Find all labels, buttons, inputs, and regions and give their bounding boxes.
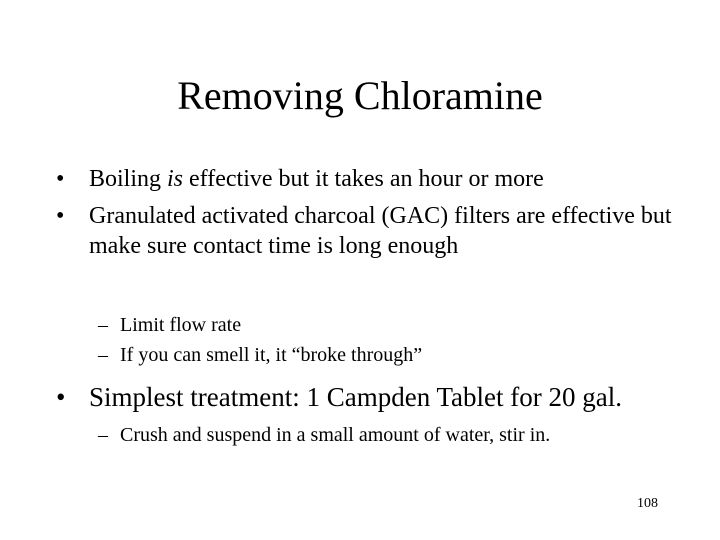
sub-bullet-text: If you can smell it, it “broke through” (120, 344, 423, 366)
page-number: 108 (637, 496, 658, 511)
bullet-text-emphasis: is (167, 166, 184, 192)
bullet-text: Granulated activated charcoal (GAC) filters are effective but make sure contact time is long enough (89, 203, 672, 259)
sub-bullet-text: Limit flow rate (120, 314, 242, 336)
bullet-marker: • (56, 166, 65, 192)
bullet-simplest-treatment (56, 381, 676, 413)
bullet-text (56, 164, 676, 194)
bullet-boiling (56, 164, 676, 194)
bullet-marker: • (56, 203, 65, 229)
bullet-text: Simplest treatment: 1 Campden Tablet for 20 gal. (89, 382, 622, 412)
bullet-gac-filters (56, 201, 676, 261)
bullet-marker: • (56, 382, 66, 412)
sub-bullet-text: Crush and suspend in a small amount of water, stir in. (120, 424, 551, 446)
sub-bullet-crush (98, 422, 658, 448)
sub-bullet-marker: – (98, 424, 108, 446)
sub-bullet-marker: – (98, 344, 108, 366)
slide-title: Removing Chloramine (177, 73, 543, 118)
sub-bullet-marker: – (98, 314, 108, 336)
bullet-text-pre: Boiling (89, 166, 168, 192)
sub-bullet-limit-flow (98, 312, 658, 338)
bullet-text-post: effective but it takes an hour or more (183, 166, 544, 192)
sub-bullet-smell (98, 342, 658, 368)
